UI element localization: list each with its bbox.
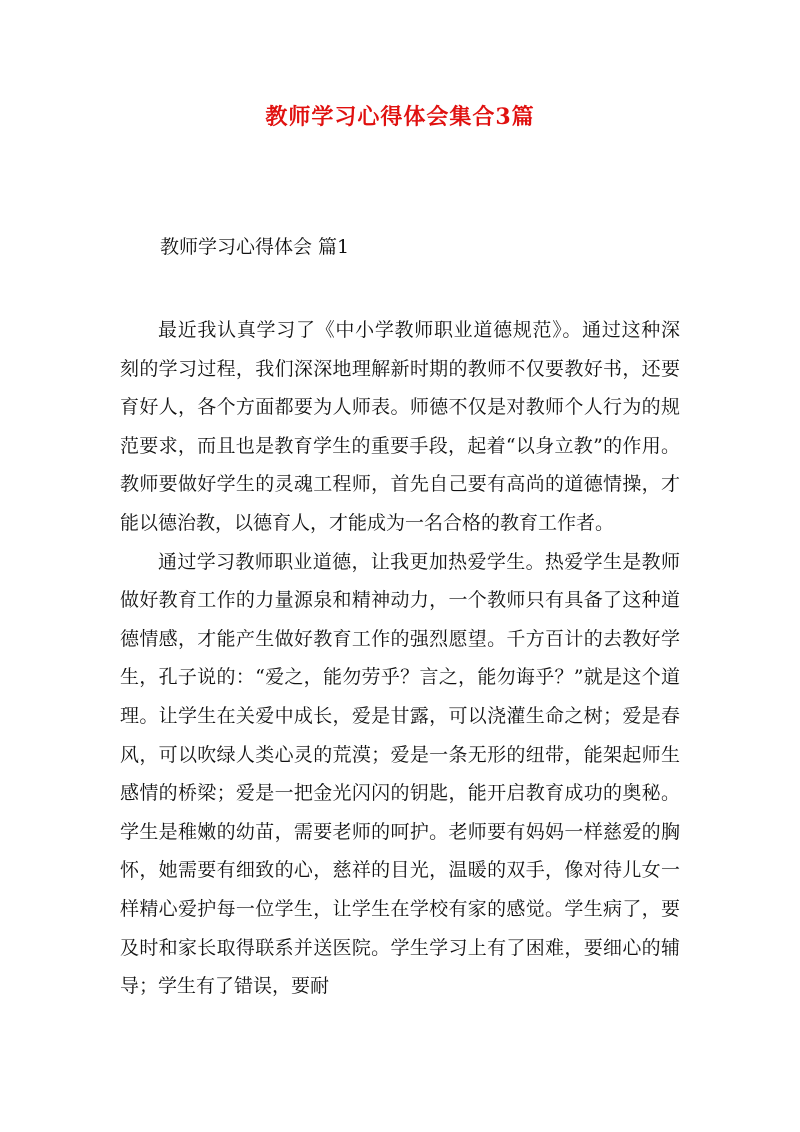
section-heading: 教师学习心得体会 篇1 xyxy=(160,236,350,258)
document-body xyxy=(120,311,680,1006)
document-title: 教师学习心得体会集合3篇 xyxy=(265,104,535,130)
paragraph-1: 最近我认真学习了《中小学教师职业道德规范》。通过这种深刻的学习过程，我们深深地理解新时期的教师不仅要教好书，还要育好人，各个方面都要为人师表。师德不仅是对教师个人行为的规范要求，而且也是教育学生的重要手段，起着“以身立教”的作用。教师要做好学生的灵魂工程师，首先自己要有高尚的道德情操，才能以德治教，以德育人，才能成为一名合格的教育工作者。 xyxy=(120,319,680,534)
paragraph-2: 通过学习教师职业道德，让我更加热爱学生。热爱学生是教师做好教育工作的力量源泉和精神动力，一个教师只有具备了这种道德情感，才能产生做好教育工作的强烈愿望。千方百计的去教好学生，孔子说的：“爱之，能勿劳乎？言之，能勿诲乎？”就是这个道理。让学生在关爱中成长，爱是甘露，可以浇灌生命之树；爱是春风，可以吹绿人类心灵的荒漠；爱是一条无形的纽带，能架起师生感情的桥梁；爱是一把金光闪闪的钥匙，能开启教育成功的奥秘。学生是稚嫩的幼苗，需要老师的呵护。老师要有妈妈一样慈爱的胸怀，她需要有细致的心，慈祥的目光，温暖的双手，像对待儿女一样精心爱护每一位学生，让学生在学校有家的感觉。学生病了，要及时和家长取得联系并送医院。学生学习上有了困难，要细心的辅导；学生有了错误，要耐 xyxy=(120,550,680,998)
